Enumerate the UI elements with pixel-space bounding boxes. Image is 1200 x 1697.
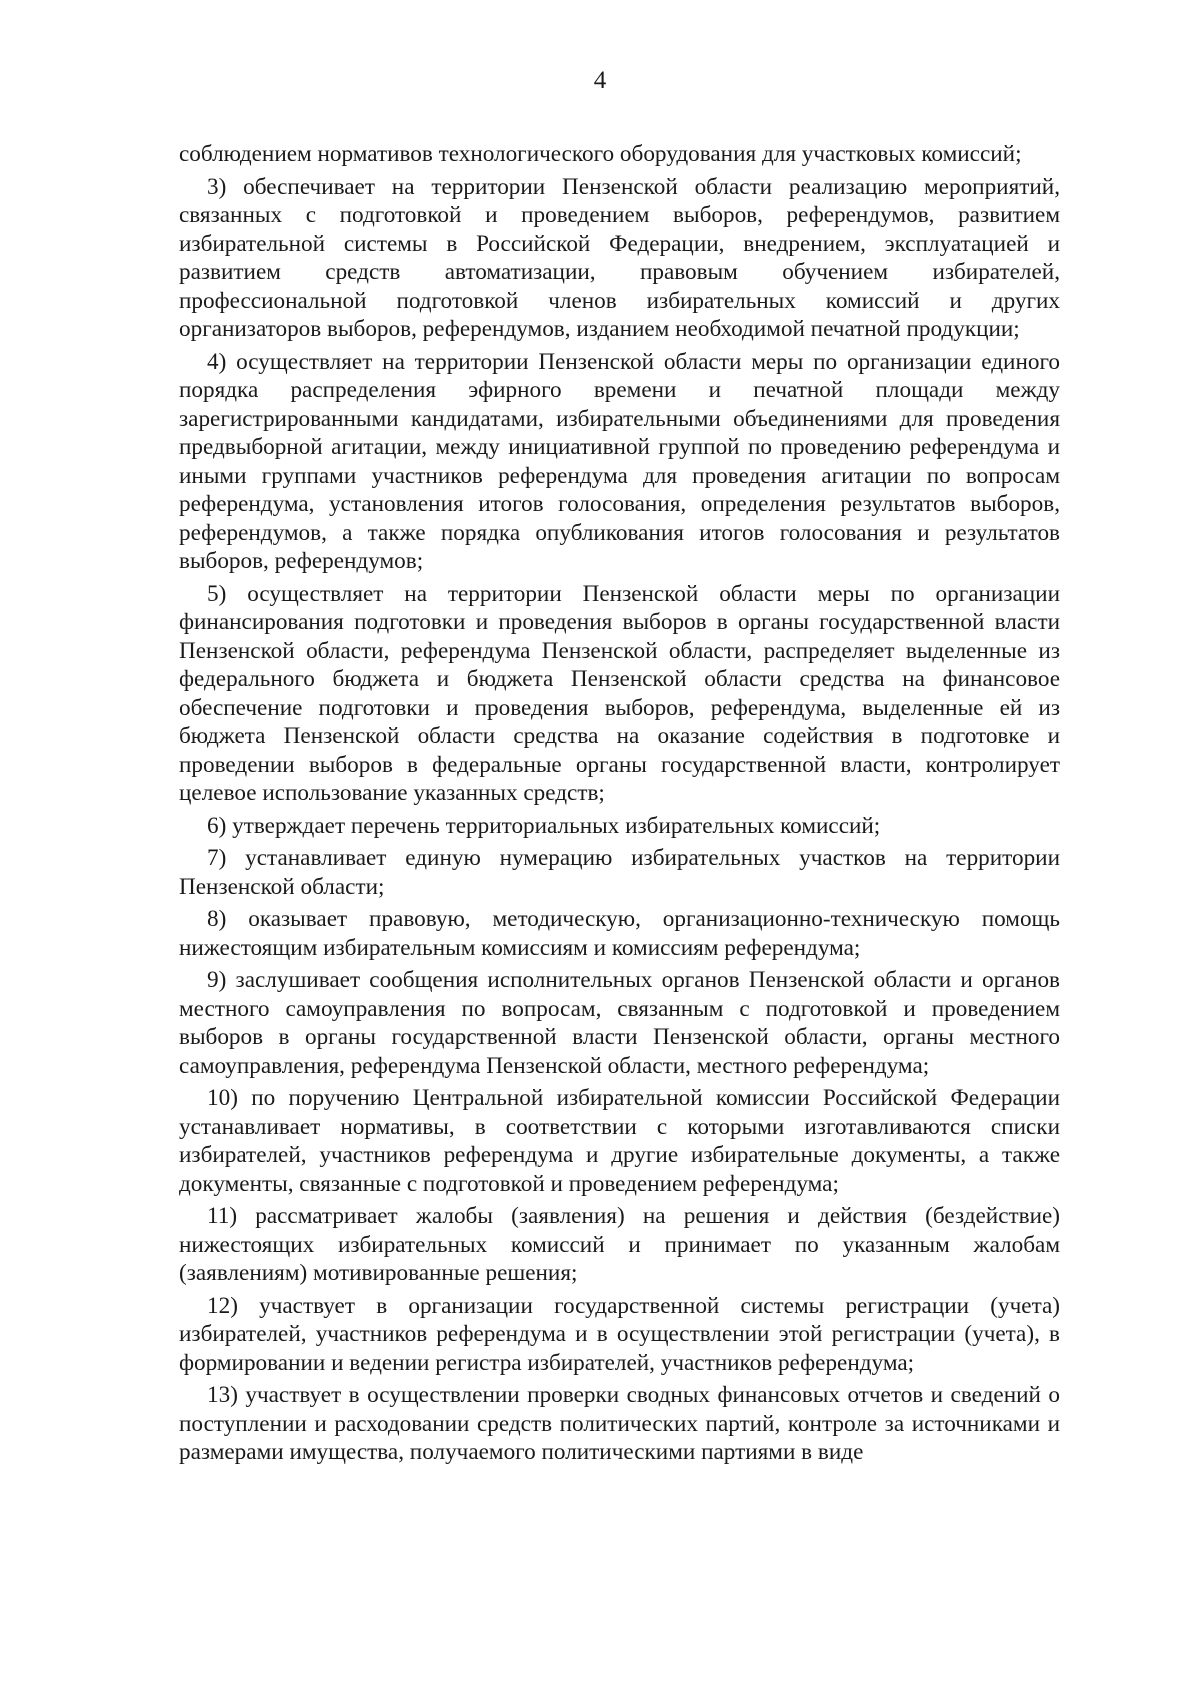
page-number: 4 <box>593 67 607 94</box>
paragraph-item-5: 5) осуществляет на территории Пензенской области меры по организации финансирования подготовки и проведения выборов в органы государственной власти Пензенской области, референдума Пензенской области, распределяет выделенные из федерального бюджета и бюджета Пензенской области средства на финансовое обеспечение подготовки и проведения выборов, референдума, выделенные ей из бюджета Пензенской области средства на оказание содействия в подготовке и проведении выборов в федеральные органы государственной власти, контролирует целевое использование указанных средств; <box>179 580 1060 806</box>
paragraph-item-6: 6) утверждает перечень территориальных избирательных комиссий; <box>207 812 881 839</box>
paragraph-item-4: 4) осуществляет на территории Пензенской области меры по организации единого порядка распределения эфирного времени и печатной площади между зарегистрированными кандидатами, избирательными объединениями для проведения предвыборной агитации, между инициативной группой по проведению референдума и иными группами участников референдума для проведения агитации по вопросам референдума, установления итогов голосования, определения результатов выборов, референдумов, а также порядка опубликования итогов голосования и результатов выборов, референдумов; <box>179 348 1060 574</box>
paragraph-item-3: 3) обеспечивает на территории Пензенской области реализацию мероприятий, связанных с подготовкой и проведением выборов, референдумов, развитием избирательной системы в Российской Федерации, внедрением, эксплуатацией и развитием средств автоматизации, правовым обучением избирателей, профессиональной подготовкой членов избирательных комиссий и других организаторов выборов, референдумов, изданием необходимой печатной продукции; <box>179 173 1060 342</box>
paragraph-item-8: 8) оказывает правовую, методическую, организационно-техническую помощь нижестоящим избирательным комиссиям и комиссиям референдума; <box>179 906 1060 961</box>
document-body <box>179 140 1060 1471</box>
paragraph-item-13: 13) участвует в осуществлении проверки сводных финансовых отчетов и сведений о поступлении и расходовании средств политических партий, контроле за источниками и размерами имущества, получаемого политическими партиями в виде <box>179 1382 1060 1465</box>
paragraph-continuation: соблюдением нормативов технологического оборудования для участковых комиссий; <box>179 141 1022 167</box>
paragraph-item-11: 11) рассматривает жалобы (заявления) на решения и действия (бездействие) нижестоящих избирательных комиссий и принимает по указанным жалобам (заявлениям) мотивированные решения; <box>179 1203 1060 1286</box>
paragraph-item-7: 7) устанавливает единую нумерацию избирательных участков на территории Пензенской области; <box>179 845 1060 900</box>
paragraph-item-12: 12) участвует в организации государственной системы регистрации (учета) избирателей, участников референдума и в осуществлении этой регистрации (учета), в формировании и ведении регистра избирателей, участников референдума; <box>179 1292 1060 1376</box>
paragraph-item-10: 10) по поручению Центральной избирательной комиссии Российской Федерации устанавливает нормативы, в соответствии с которыми изготавливаются списки избирателей, участников референдума и другие избирательные документы, а также документы, связанные с подготовкой и проведением референдума; <box>179 1085 1060 1197</box>
paragraph-item-9: 9) заслушивает сообщения исполнительных органов Пензенской области и органов местного самоуправления по вопросам, связанным с подготовкой и проведением выборов в органы государственной власти Пензенской области, органы местного самоуправления, референдума Пензенской области, местного референдума; <box>179 967 1060 1079</box>
